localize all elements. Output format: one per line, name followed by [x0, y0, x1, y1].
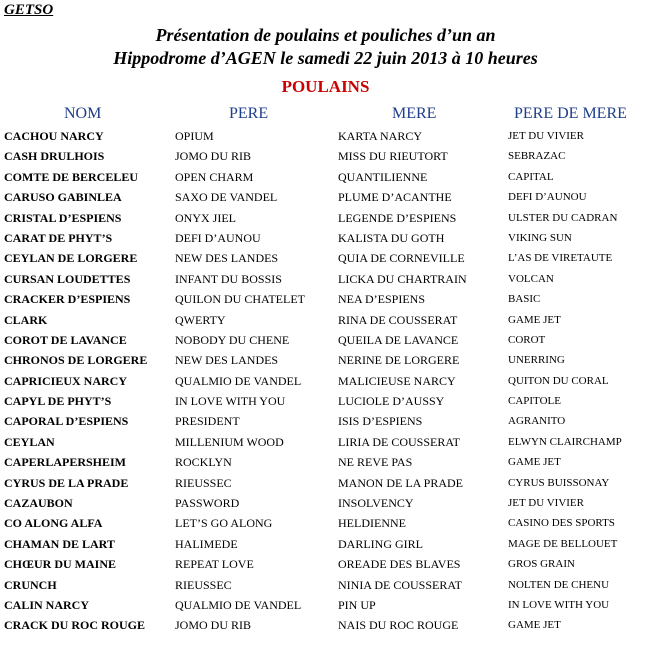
table-row — [0, 330, 651, 350]
cell-mere: KALISTA DU GOTH — [338, 230, 445, 245]
cell-nom: CHAMAN DE LART — [4, 536, 115, 551]
table-row — [0, 432, 651, 452]
cell-nom: CEYLAN DE LORGERE — [4, 251, 138, 266]
cell-pere: LET’S GO ALONG — [175, 516, 273, 531]
table-row — [0, 534, 651, 554]
cell-pere-de-mere: GROS GRAIN — [508, 558, 575, 571]
cell-mere: PLUME D’ACANTHE — [338, 190, 452, 205]
cell-mere: HELDIENNE — [338, 516, 406, 531]
cell-nom: CAPORAL D’ESPIENS — [4, 414, 129, 429]
cell-pere-de-mere: SEBRAZAC — [508, 150, 566, 163]
cell-pere-de-mere: UNERRING — [508, 354, 565, 367]
table-row — [0, 146, 651, 166]
cell-mere: NAIS DU ROC ROUGE — [338, 618, 459, 633]
cell-mere: NE REVE PAS — [338, 455, 413, 470]
cell-mere: RINA DE COUSSERAT — [338, 312, 458, 327]
cell-pere: HALIMEDE — [175, 536, 238, 551]
cell-pere-de-mere: MAGE DE BELLOUET — [508, 537, 618, 550]
cell-pere: ROCKLYN — [175, 455, 232, 470]
cell-mere: LIRIA DE COUSSERAT — [338, 434, 461, 449]
cell-nom: CURSAN LOUDETTES — [4, 271, 131, 286]
table-row — [0, 473, 651, 493]
cell-mere: NINIA DE COUSSERAT — [338, 577, 463, 592]
cell-nom: CRUNCH — [4, 577, 57, 592]
cell-pere-de-mere: BASIC — [508, 293, 541, 306]
cell-pere-de-mere: VIKING SUN — [508, 231, 572, 244]
horse-list — [0, 126, 651, 636]
cell-nom: CHRONOS DE LORGERE — [4, 353, 148, 368]
cell-pere-de-mere: COROT — [508, 333, 546, 346]
cell-pere-de-mere: GAME JET — [508, 313, 561, 326]
cell-pere: REPEAT LOVE — [175, 557, 254, 572]
cell-nom: CARUSO GABINLEA — [4, 190, 122, 205]
table-row — [0, 513, 651, 533]
cell-mere: NEA D’ESPIENS — [338, 292, 426, 307]
cell-mere: ISIS D’ESPIENS — [338, 414, 423, 429]
cell-pere: DEFI D’AUNOU — [175, 230, 261, 245]
section-heading: POULAINS — [281, 77, 370, 96]
cell-mere: MALICIEUSE NARCY — [338, 373, 456, 388]
cell-mere: MISS DU RIEUTORT — [338, 149, 448, 164]
cell-nom: CAPERLAPERSHEIM — [4, 455, 127, 470]
table-row — [0, 554, 651, 574]
cell-mere: OREADE DES BLAVES — [338, 557, 461, 572]
cell-nom: CO ALONG ALFA — [4, 516, 103, 531]
cell-pere: IN LOVE WITH YOU — [175, 394, 286, 409]
cell-mere: DARLING GIRL — [338, 536, 423, 551]
table-row — [0, 310, 651, 330]
table-row — [0, 350, 651, 370]
table-row — [0, 248, 651, 268]
cell-mere: MANON DE LA PRADE — [338, 475, 464, 490]
cell-pere-de-mere: ELWYN CLAIRCHAMP — [508, 435, 622, 448]
cell-pere: JOMO DU RIB — [175, 149, 252, 164]
cell-pere: NOBODY DU CHENE — [175, 332, 290, 347]
cell-mere: QUEILA DE LAVANCE — [338, 332, 459, 347]
cell-mere: KARTA NARCY — [338, 129, 422, 143]
column-header-pere: PERE — [229, 105, 269, 122]
cell-pere: SAXO DE VANDEL — [175, 190, 278, 205]
document-title-line-1: Présentation de poulains et pouliches d’un an — [155, 25, 496, 45]
cell-mere: LICKA DU CHARTRAIN — [338, 271, 467, 286]
cell-pere: INFANT DU BOSSIS — [175, 271, 282, 286]
cell-pere: PASSWORD — [175, 496, 240, 511]
cell-pere: JOMO DU RIB — [175, 618, 252, 633]
table-row — [0, 289, 651, 309]
cell-nom: CAPYL DE PHYT’S — [4, 394, 112, 409]
cell-pere: QWERTY — [175, 312, 226, 327]
document-title-line-2: Hippodrome d’AGEN le samedi 22 juin 2013 à 10 heures — [113, 48, 538, 68]
cell-nom: CLARK — [4, 312, 48, 327]
table-row — [0, 575, 651, 595]
cell-pere: QUALMIO DE VANDEL — [175, 597, 302, 612]
table-row — [0, 126, 651, 146]
cell-pere: ONYX JIEL — [175, 210, 236, 225]
cell-pere-de-mere: AGRANITO — [508, 415, 566, 428]
cell-pere: NEW DES LANDES — [175, 353, 279, 368]
cell-pere: QUALMIO DE VANDEL — [175, 373, 302, 388]
table-row — [0, 208, 651, 228]
cell-pere-de-mere: IN LOVE WITH YOU — [508, 598, 610, 611]
table-row — [0, 595, 651, 615]
cell-pere: QUILON DU CHATELET — [175, 292, 305, 307]
cell-mere: QUANTILIENNE — [338, 169, 428, 184]
cell-nom: CHŒUR DU MAINE — [4, 557, 116, 572]
cell-pere-de-mere: NOLTEN DE CHENU — [508, 578, 610, 591]
cell-pere-de-mere: VOLCAN — [508, 272, 554, 285]
cell-pere-de-mere: ULSTER DU CADRAN — [508, 211, 618, 224]
cell-nom: CASH DRULHOIS — [4, 149, 105, 164]
cell-pere-de-mere: CAPITOLE — [508, 395, 561, 408]
cell-pere-de-mere: JET DU VIVIER — [508, 497, 584, 510]
cell-nom: CRISTAL D’ESPIENS — [4, 210, 122, 225]
cell-nom: COMTE DE BERCELEU — [4, 169, 139, 184]
cell-pere: OPEN CHARM — [175, 169, 254, 184]
cell-nom: CALIN NARCY — [4, 597, 90, 612]
column-header-mere: MERE — [392, 105, 437, 122]
cell-pere-de-mere: QUITON DU CORAL — [508, 374, 609, 387]
table-row — [0, 391, 651, 411]
cell-nom: CYRUS DE LA PRADE — [4, 475, 129, 490]
cell-nom: CACHOU NARCY — [4, 129, 104, 143]
cell-nom: CAPRICIEUX NARCY — [4, 373, 127, 388]
table-row — [0, 452, 651, 472]
cell-mere: LEGENDE D’ESPIENS — [338, 210, 457, 225]
cell-nom: COROT DE LAVANCE — [4, 332, 127, 347]
cell-pere-de-mere: CYRUS BUISSONAY — [508, 476, 610, 489]
table-row — [0, 187, 651, 207]
cell-mere: PIN UP — [338, 597, 376, 612]
cell-mere: QUIA DE CORNEVILLE — [338, 251, 465, 266]
cell-pere-de-mere: CAPITAL — [508, 170, 554, 183]
table-row — [0, 615, 651, 635]
cell-nom: CEYLAN — [4, 434, 55, 449]
table-row — [0, 371, 651, 391]
table-row — [0, 228, 651, 248]
table-row — [0, 493, 651, 513]
cell-nom: CRACK DU ROC ROUGE — [4, 618, 145, 633]
table-row — [0, 411, 651, 431]
cell-pere-de-mere: L’AS DE VIRETAUTE — [508, 252, 613, 265]
cell-pere: MILLENIUM WOOD — [175, 434, 284, 449]
column-header-pere-de-mere: PERE DE MERE — [514, 105, 627, 122]
cell-pere: RIEUSSEC — [175, 577, 232, 592]
cell-pere-de-mere: JET DU VIVIER — [508, 130, 584, 142]
column-header-nom: NOM — [64, 105, 102, 122]
organization-name: GETSO — [4, 2, 54, 18]
cell-pere: OPIUM — [175, 129, 214, 143]
cell-nom: CRACKER D’ESPIENS — [4, 292, 131, 307]
cell-pere-de-mere: CASINO DES SPORTS — [508, 517, 615, 530]
cell-mere: INSOLVENCY — [338, 496, 414, 511]
table-row — [0, 167, 651, 187]
cell-pere-de-mere: DEFI D’AUNOU — [508, 191, 587, 204]
cell-mere: LUCIOLE D’AUSSY — [338, 394, 445, 409]
cell-pere-de-mere: GAME JET — [508, 456, 561, 469]
cell-pere: PRESIDENT — [175, 414, 240, 429]
table-row — [0, 269, 651, 289]
cell-pere-de-mere: GAME JET — [508, 619, 561, 632]
cell-nom: CAZAUBON — [4, 496, 73, 511]
cell-pere: RIEUSSEC — [175, 475, 232, 490]
cell-pere: NEW DES LANDES — [175, 251, 279, 266]
cell-nom: CARAT DE PHYT’S — [4, 230, 113, 245]
cell-mere: NERINE DE LORGERE — [338, 353, 460, 368]
